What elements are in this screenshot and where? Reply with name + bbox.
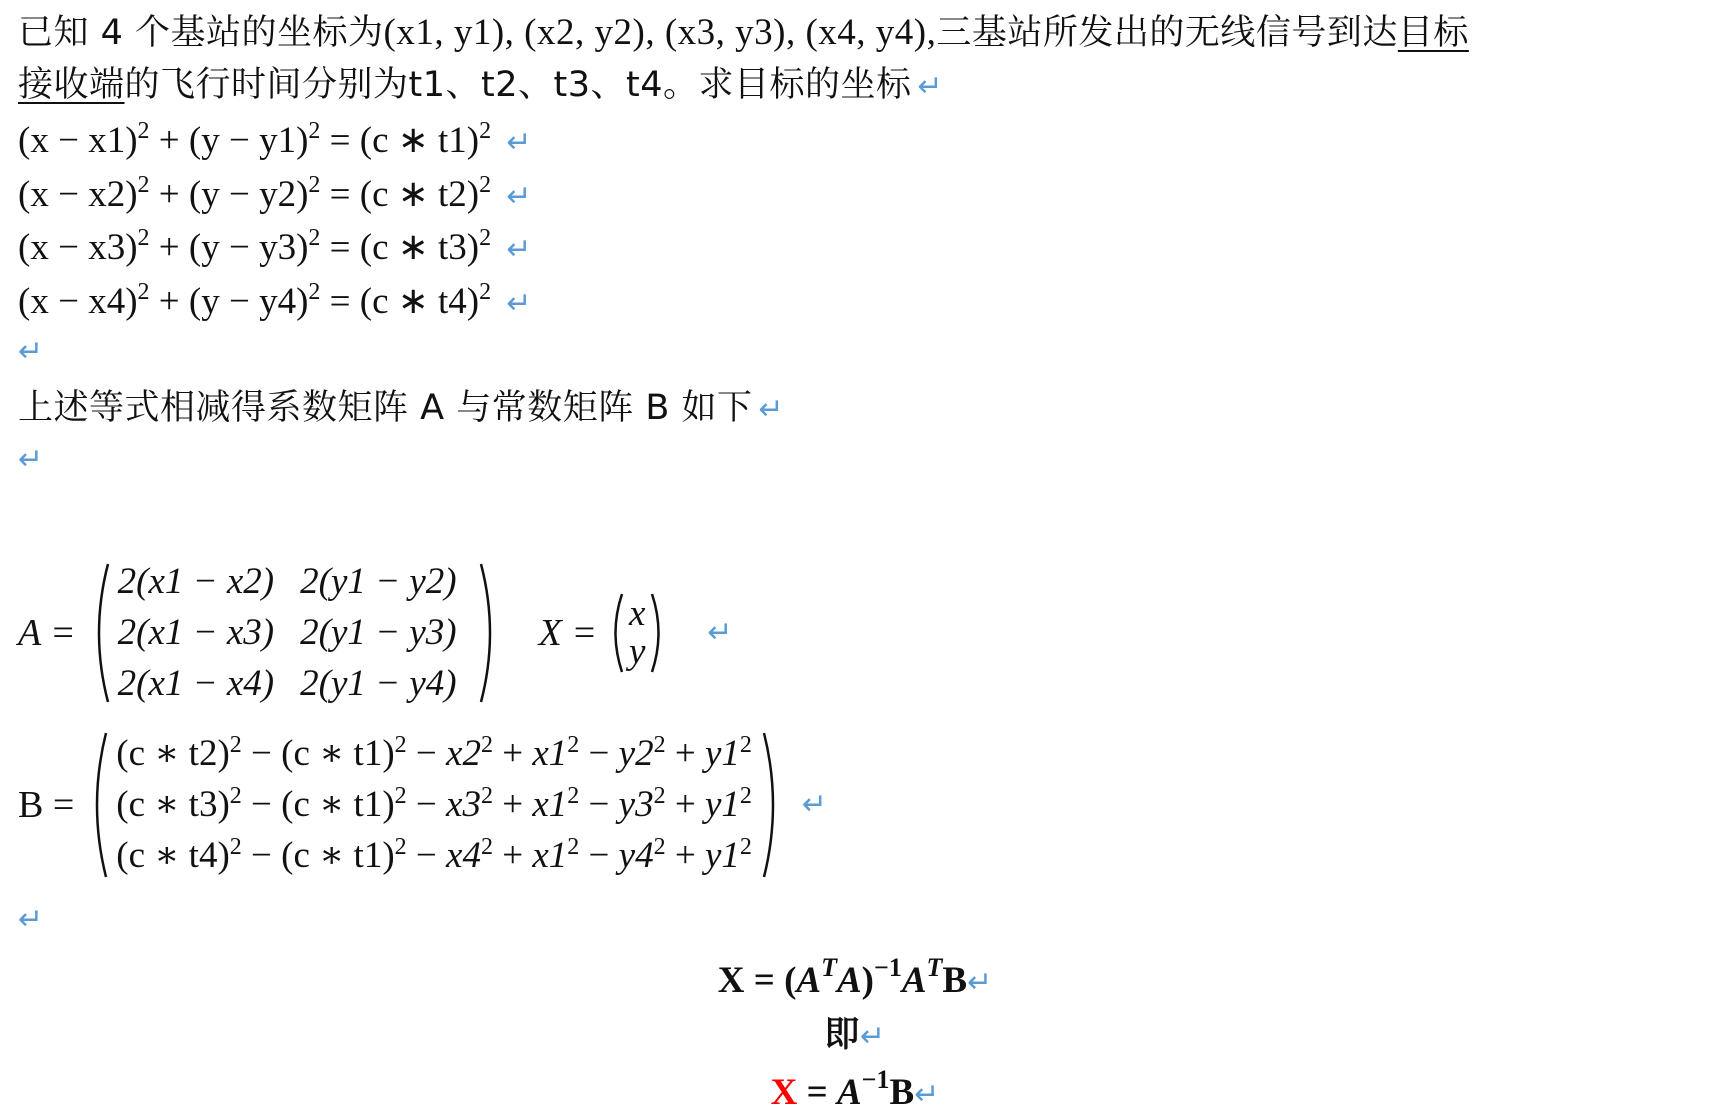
- matrix-a-symbol: A: [901, 960, 927, 1001]
- matrix-row: [110, 728, 760, 779]
- equation-row: [18, 172, 532, 215]
- eq-exponent: 2: [479, 172, 492, 198]
- subtract-text-line: [18, 388, 785, 428]
- return-mark-icon: ↵: [506, 125, 532, 160]
- right-paren-icon: [649, 591, 667, 675]
- eq-rhs: (c ∗ t3): [359, 227, 480, 268]
- eq-plus: +: [158, 281, 180, 322]
- eq-term-x: (x − x1): [18, 120, 138, 161]
- eq-plus: +: [158, 174, 180, 215]
- eq-exponent: 2: [308, 118, 321, 144]
- left-paren-icon: [84, 730, 110, 880]
- intro-text-a: 已知 4 个基站的坐标为: [18, 13, 384, 53]
- right-paren-icon: [477, 561, 503, 705]
- matrix-row: [112, 658, 477, 709]
- right-paren-icon: [760, 730, 786, 880]
- intro-underlined-receiver: 接收端: [18, 65, 125, 105]
- eq-term-x: (x − x3): [18, 227, 138, 268]
- matrix-cell: x: [628, 592, 646, 634]
- eq-rhs: (c ∗ t1): [359, 120, 480, 161]
- equation-row: [18, 225, 532, 268]
- intro-text-b: 三基站所发出的无线信号到达: [936, 13, 1398, 53]
- return-mark-icon: ↵: [914, 1077, 940, 1112]
- eq-rhs: (c ∗ t2): [359, 174, 480, 215]
- eq-plus: +: [158, 120, 180, 161]
- matrix-row: [110, 779, 760, 830]
- matrix-cell: 2(x1 − x2): [117, 561, 275, 602]
- matrix-b-block: [18, 728, 827, 881]
- eq-term-y: (y − y3): [188, 227, 309, 268]
- matrix-row: [110, 830, 760, 881]
- matrix-cell: 2(y1 − y3): [300, 612, 457, 653]
- eq-term-y: (y − y1): [188, 120, 309, 161]
- open-paren: (: [784, 960, 797, 1001]
- eq-term-y: (y − y2): [188, 174, 309, 215]
- eq-exponent: 2: [479, 118, 492, 144]
- return-mark-icon: ↵: [859, 1019, 886, 1054]
- eq-equals: =: [329, 281, 351, 322]
- eq-equals: =: [329, 227, 351, 268]
- matrix-cell: 2(y1 − y2): [300, 561, 457, 602]
- final-lhs: X: [770, 1072, 798, 1113]
- return-mark-icon: ↵: [917, 69, 944, 104]
- matrix-cell: 2(y1 − y4): [300, 663, 457, 704]
- return-mark-icon: ↵: [758, 392, 785, 427]
- transpose-exponent: T: [821, 953, 837, 982]
- eq-equals: =: [329, 120, 351, 161]
- eq-exponent: 2: [137, 118, 150, 144]
- empty-paragraph: [18, 334, 44, 369]
- intro-text-c: 的飞行时间分别为t1、t2、t3、t4。求目标的坐标: [124, 65, 912, 105]
- eq-term-y: (y − y4): [188, 281, 309, 322]
- eq-equals: =: [753, 960, 775, 1001]
- matrix-cell: (c ∗ t3)$^2$ − (c ∗ $t1)^2 - x3^2 + x1^2 - y3^2 + y1^2$: [116, 783, 752, 825]
- return-mark-icon: ↵: [801, 787, 828, 822]
- return-mark-icon: ↵: [18, 334, 44, 369]
- equation-row: [18, 118, 532, 161]
- empty-paragraph: [18, 902, 44, 937]
- matrix-a-symbol: A: [836, 960, 862, 1001]
- close-paren: ): [861, 960, 874, 1001]
- return-mark-icon: ↵: [506, 232, 532, 267]
- matrix-cell: (c ∗ t4)$^2$ − (c ∗ $t1)^2 - x4^2 + x1^2 - y4^2 + y1^2$: [116, 834, 752, 876]
- eq-exponent: 2: [308, 225, 321, 251]
- matrix-b-label: B =: [18, 783, 75, 826]
- eq-exponent: 2: [308, 172, 321, 198]
- eq-term-x: (x − x4): [18, 281, 138, 322]
- eq-exponent: 2: [308, 279, 321, 305]
- eq-term-x: (x − x2): [18, 174, 138, 215]
- return-mark-icon: ↵: [967, 965, 993, 1000]
- matrix-cell: 2(x1 − x3): [117, 612, 275, 653]
- matrix-row: [112, 556, 477, 607]
- matrix-a-symbol: A: [836, 1072, 862, 1113]
- return-mark-icon: ↵: [707, 615, 733, 650]
- matrix-a: [112, 556, 477, 709]
- left-paren-icon: [86, 561, 112, 705]
- matrix-row: [112, 607, 477, 658]
- eq-plus: +: [158, 227, 180, 268]
- matrix-a-symbol: A: [796, 960, 822, 1001]
- matrix-b-symbol: B: [889, 1072, 915, 1113]
- return-mark-icon: ↵: [506, 179, 532, 214]
- eq-exponent: 2: [479, 279, 492, 305]
- eq-rhs: (c ∗ t4): [359, 281, 480, 322]
- connector-line: [0, 1015, 1710, 1055]
- inverse-exponent: −1: [861, 1065, 890, 1094]
- solution-lhs: X: [717, 960, 745, 1001]
- matrix-cell: 2(x1 − x4): [117, 663, 275, 704]
- intro-line-2: [18, 65, 944, 105]
- subtract-text: 上述等式相减得系数矩阵 A 与常数矩阵 B 如下: [18, 388, 753, 428]
- matrix-row: [625, 595, 649, 633]
- eq-exponent: 2: [137, 172, 150, 198]
- vector-x-block: [539, 591, 733, 675]
- matrix-cell: (c ∗ t2)$^2$ − (c ∗ $t1)^2 - x2^2 + x1^2 - y2^2 + y1^2$: [116, 732, 752, 774]
- empty-paragraph: [18, 442, 44, 477]
- transpose-exponent: T: [926, 953, 943, 982]
- matrix-b: [110, 728, 760, 881]
- eq-exponent: 2: [137, 279, 150, 305]
- return-mark-icon: ↵: [506, 286, 532, 321]
- matrix-cell: y: [628, 630, 646, 672]
- matrix-b-symbol: B: [942, 960, 968, 1001]
- eq-exponent: 2: [137, 225, 150, 251]
- vector-x: [625, 592, 649, 672]
- eq-exponent: 2: [479, 225, 492, 251]
- equation-row: [18, 279, 532, 322]
- connector-text: 即: [824, 1015, 860, 1055]
- return-mark-icon: ↵: [18, 442, 44, 477]
- intro-underlined-target: 目标: [1397, 13, 1469, 53]
- intro-line-1: [18, 14, 1469, 51]
- inverse-exponent: −1: [874, 953, 902, 982]
- eq-equals: =: [329, 174, 351, 215]
- return-mark-icon: ↵: [18, 902, 44, 937]
- eq-equals: =: [806, 1072, 828, 1113]
- vector-x-label: X =: [538, 611, 597, 654]
- station-coordinates: (x1, y1), (x2, y2), (x3, y3), (x4, y4),: [383, 12, 937, 53]
- least-squares-formula: [0, 953, 1710, 1001]
- matrix-row: [625, 633, 649, 671]
- final-formula: [0, 1065, 1710, 1113]
- matrix-a-label: A =: [18, 611, 76, 654]
- matrix-a-block: [18, 556, 733, 709]
- left-paren-icon: [607, 591, 625, 675]
